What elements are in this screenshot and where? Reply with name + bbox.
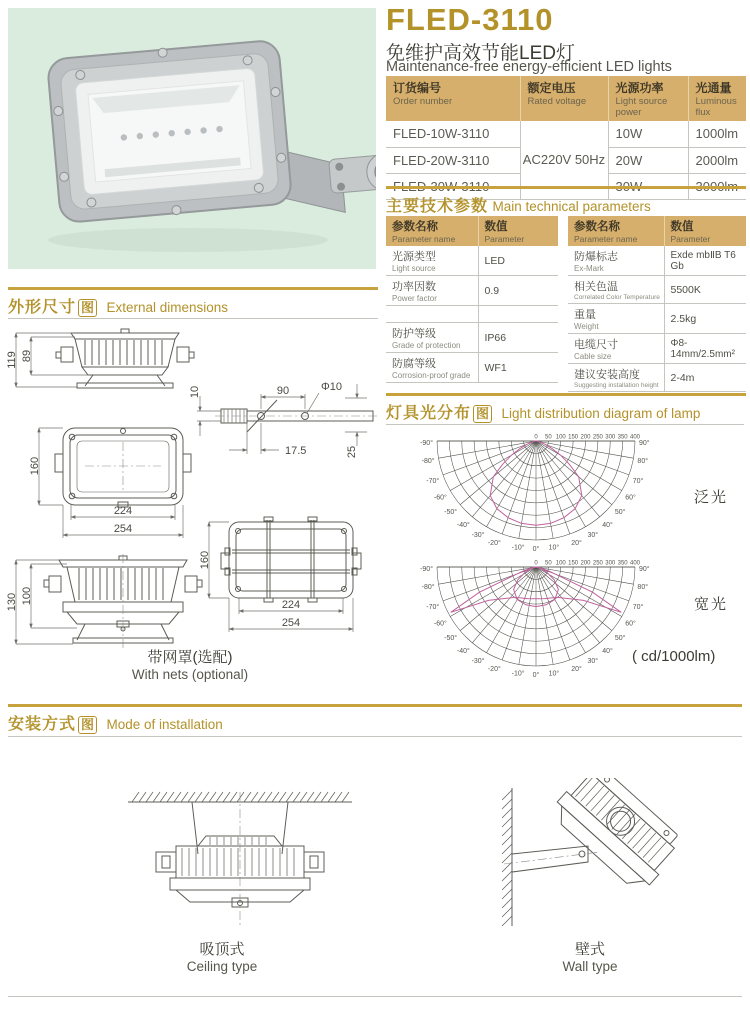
svg-text:-50°: -50° — [444, 635, 458, 643]
order-table — [386, 76, 746, 200]
svg-text:90°: 90° — [639, 566, 650, 573]
page-title: FLED-3110 — [386, 2, 554, 37]
svg-text:0: 0 — [534, 560, 538, 567]
order-number-cell: FLED-10W-3110 — [386, 121, 520, 147]
wall-installation-drawing — [448, 778, 684, 936]
divider — [386, 186, 746, 189]
subtitle-en: Maintenance-free energy-efficient LED lights — [386, 59, 672, 75]
svg-text:150: 150 — [568, 434, 579, 441]
param-row: 建议安装高度 Suggesting installation height 2-4m — [568, 364, 746, 392]
svg-text:200: 200 — [580, 434, 591, 441]
svg-text:-20°: -20° — [487, 539, 501, 547]
svg-text:150: 150 — [568, 560, 579, 567]
svg-text:80°: 80° — [637, 457, 649, 465]
param-row: 光源类型 Light source LED — [386, 246, 558, 276]
svg-text:-20°: -20° — [487, 665, 501, 673]
svg-text:60°: 60° — [625, 494, 636, 502]
ceiling-installation-drawing — [112, 786, 368, 934]
flux-cell: 1000lm — [688, 121, 746, 147]
svg-text:60°: 60° — [625, 620, 636, 628]
svg-text:50: 50 — [545, 434, 552, 441]
divider — [8, 318, 378, 319]
svg-text:70°: 70° — [632, 604, 644, 612]
polar-chart-flood — [406, 430, 692, 554]
param-row: 防护等级 Grade of protection IP66 — [386, 323, 558, 353]
svg-text:-70°: -70° — [426, 604, 440, 612]
svg-text:160: 160 — [29, 456, 41, 476]
col-luminous-flux: 光通量 — [695, 81, 732, 95]
drawing-side-view-bottom — [6, 554, 202, 648]
beam-label-wide: 宽光 — [694, 596, 729, 613]
svg-text:30°: 30° — [587, 532, 599, 540]
svg-text:160: 160 — [199, 550, 211, 570]
svg-text:10°: 10° — [548, 670, 560, 678]
param-row: 功率因数 Power factor 0.9 — [386, 276, 558, 306]
beam-label-flood: 泛光 — [694, 489, 729, 506]
svg-text:50°: 50° — [614, 635, 626, 643]
svg-text:400: 400 — [629, 560, 641, 567]
svg-text:50: 50 — [545, 560, 552, 567]
drawing-front-view-with-net — [199, 517, 361, 632]
divider — [386, 424, 744, 425]
svg-text:25: 25 — [346, 445, 358, 459]
col-order-number: 订货编号 — [393, 81, 442, 95]
order-row — [386, 121, 746, 147]
power-cell: 10W — [608, 121, 688, 147]
svg-text:-10°: -10° — [511, 544, 525, 552]
svg-text:-40°: -40° — [456, 521, 470, 529]
svg-text:40°: 40° — [602, 521, 613, 529]
svg-text:-90°: -90° — [420, 566, 433, 573]
section-light-distribution: 灯具光分布 图 Light distribution diagram of lamp — [386, 405, 701, 422]
svg-text:10°: 10° — [548, 544, 560, 552]
svg-text:-80°: -80° — [421, 583, 435, 591]
divider — [386, 393, 746, 396]
svg-text:-60°: -60° — [433, 620, 447, 628]
svg-text:Φ10: Φ10 — [321, 381, 343, 393]
svg-text:89: 89 — [21, 349, 33, 363]
param-row: 重量 Weight 2.5kg — [568, 304, 746, 334]
net-caption: 带网罩(选配) With nets (optional) — [131, 649, 249, 682]
unit-note: ( cd/1000lm) — [632, 648, 716, 665]
subtitle-cn: 免维护高效节能LED灯 — [386, 43, 575, 64]
svg-text:40°: 40° — [602, 647, 613, 655]
svg-text:80°: 80° — [637, 583, 649, 591]
svg-text:224: 224 — [113, 505, 133, 517]
svg-text:-10°: -10° — [511, 670, 525, 678]
svg-text:250: 250 — [592, 560, 603, 567]
svg-text:-70°: -70° — [426, 478, 440, 486]
svg-text:250: 250 — [592, 434, 603, 441]
svg-text:90°: 90° — [639, 440, 650, 447]
svg-text:-60°: -60° — [433, 494, 447, 502]
voltage-cell: AC220V 50Hz — [520, 121, 608, 199]
col-light-source-power: 光源功率 — [615, 81, 664, 95]
divider — [8, 736, 742, 737]
svg-text:17.5: 17.5 — [285, 445, 307, 457]
col-rated-voltage: 额定电压 — [527, 81, 576, 95]
drawing-bracket-detail — [189, 381, 377, 458]
section-external-dimensions: 外形尺寸 图 External dimensions — [8, 299, 229, 316]
svg-text:90: 90 — [276, 385, 290, 397]
svg-text:130: 130 — [6, 592, 18, 612]
svg-text:0°: 0° — [532, 546, 540, 553]
svg-text:224: 224 — [281, 599, 301, 611]
svg-text:200: 200 — [580, 560, 591, 567]
svg-text:-30°: -30° — [471, 658, 485, 666]
svg-text:20°: 20° — [571, 665, 582, 673]
divider — [8, 287, 378, 290]
svg-text:100: 100 — [21, 586, 33, 606]
svg-text:100: 100 — [555, 560, 566, 567]
divider — [8, 704, 742, 707]
drawing-side-view-top — [6, 329, 194, 388]
svg-text:-40°: -40° — [456, 647, 470, 655]
param-row: 防爆标志 Ex-Mark Exde mbⅡB T6 Gb — [568, 246, 746, 276]
dimension-drawings — [1, 326, 379, 678]
svg-text:350: 350 — [617, 434, 628, 441]
svg-text:-30°: -30° — [471, 532, 485, 540]
param-row: 相关色温 Correlated Color Temperature 5500K — [568, 276, 746, 304]
svg-text:100: 100 — [555, 434, 566, 441]
power-cell: 20W — [608, 147, 688, 173]
section-installation: 安装方式 图 Mode of installation — [8, 716, 223, 733]
svg-text:400: 400 — [629, 434, 641, 441]
ceiling-caption: 吸顶式 Ceiling type — [186, 941, 258, 974]
svg-text:0°: 0° — [532, 672, 540, 679]
tech-table-left: 参数名称 Parameter name 数值 Parameter 光源类型 Light source LED 功率因数 Power factor 0.9 防护等级 Grade of protection IP66 防腐等级 Corrosion-proof grade WF1 — [386, 216, 558, 383]
svg-text:20°: 20° — [571, 539, 582, 547]
wall-caption: 壁式 Wall type — [562, 941, 618, 974]
svg-text:-90°: -90° — [420, 440, 433, 447]
svg-text:254: 254 — [281, 617, 301, 629]
order-number-cell: FLED-20W-3110 — [386, 147, 520, 173]
svg-text:70°: 70° — [632, 478, 644, 486]
flux-cell: 2000lm — [688, 147, 746, 173]
svg-text:-50°: -50° — [444, 509, 458, 517]
svg-text:-80°: -80° — [421, 457, 435, 465]
svg-text:300: 300 — [605, 560, 616, 567]
param-row-empty — [386, 306, 558, 323]
drawing-front-view — [29, 428, 191, 538]
param-row: 电缆尺寸 Cable size Φ8-14mm/2.5mm² — [568, 334, 746, 364]
svg-text:300: 300 — [605, 434, 616, 441]
product-photo — [8, 8, 376, 269]
divider — [8, 996, 742, 997]
svg-text:0: 0 — [534, 434, 538, 441]
svg-text:10: 10 — [189, 385, 201, 399]
param-row: 防腐等级 Corrosion-proof grade WF1 — [386, 353, 558, 383]
svg-text:119: 119 — [6, 351, 18, 369]
section-tech-params: 主要技术参数 Main technical parameters — [386, 198, 651, 215]
svg-text:50°: 50° — [614, 509, 626, 517]
order-table-header: 订货编号 Order number 额定电压 Rated voltage 光源功率 Light source power 光通量 Luminous flux — [386, 76, 746, 121]
tech-table-right: 参数名称 Parameter name 数值 Parameter 防爆标志 Ex-Mark Exde mbⅡB T6 Gb 相关色温 Correlated Color Temperature 5500K 重量 Weight 2.5kg 电缆尺寸 Cable size Φ8-14mm/2.5mm² 建议安装高度 Suggesting installation height 2-4m — [568, 216, 746, 392]
svg-text:254: 254 — [113, 523, 133, 535]
svg-text:30°: 30° — [587, 658, 599, 666]
svg-text:350: 350 — [617, 560, 628, 567]
